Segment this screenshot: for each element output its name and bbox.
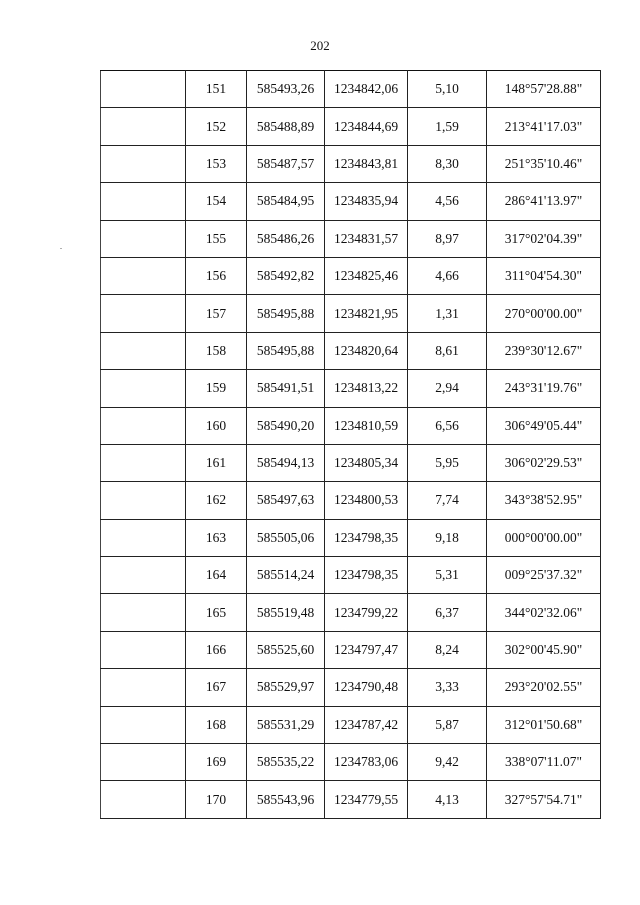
direction-angle-cell: 251°35'10.46" — [487, 145, 601, 182]
x-coordinate-cell: 585519,48 — [247, 594, 325, 631]
direction-angle-cell: 286°41'13.97" — [487, 183, 601, 220]
x-coordinate-cell: 585514,24 — [247, 557, 325, 594]
point-number-cell: 151 — [186, 71, 247, 108]
distance-cell: 8,97 — [408, 220, 487, 257]
table-row — [101, 257, 601, 294]
x-coordinate-cell: 585487,57 — [247, 145, 325, 182]
coordinates-table — [100, 70, 601, 819]
direction-angle-cell: 009°25'37.32" — [487, 557, 601, 594]
table-row — [101, 706, 601, 743]
table-row — [101, 669, 601, 706]
x-coordinate-cell: 585493,26 — [247, 71, 325, 108]
row-blank-cell — [101, 519, 186, 556]
direction-angle-cell: 344°02'32.06" — [487, 594, 601, 631]
row-blank-cell — [101, 594, 186, 631]
table-row — [101, 594, 601, 631]
x-coordinate-cell: 585529,97 — [247, 669, 325, 706]
distance-cell: 8,30 — [408, 145, 487, 182]
row-blank-cell — [101, 407, 186, 444]
y-coordinate-cell: 1234787,42 — [325, 706, 408, 743]
distance-cell: 9,42 — [408, 744, 487, 781]
distance-cell: 9,18 — [408, 519, 487, 556]
y-coordinate-cell: 1234810,59 — [325, 407, 408, 444]
x-coordinate-cell: 585490,20 — [247, 407, 325, 444]
y-coordinate-cell: 1234790,48 — [325, 669, 408, 706]
point-number-cell: 152 — [186, 108, 247, 145]
distance-cell: 6,37 — [408, 594, 487, 631]
distance-cell: 1,59 — [408, 108, 487, 145]
point-number-cell: 164 — [186, 557, 247, 594]
direction-angle-cell: 000°00'00.00" — [487, 519, 601, 556]
point-number-cell: 156 — [186, 257, 247, 294]
x-coordinate-cell: 585525,60 — [247, 631, 325, 668]
y-coordinate-cell: 1234798,35 — [325, 557, 408, 594]
point-number-cell: 153 — [186, 145, 247, 182]
distance-cell: 8,61 — [408, 332, 487, 369]
page-number: 202 — [310, 38, 330, 53]
table-row — [101, 444, 601, 481]
y-coordinate-cell: 1234783,06 — [325, 744, 408, 781]
direction-angle-cell: 327°57'54.71" — [487, 781, 601, 818]
table-row — [101, 519, 601, 556]
y-coordinate-cell: 1234844,69 — [325, 108, 408, 145]
row-blank-cell — [101, 669, 186, 706]
distance-cell: 4,66 — [408, 257, 487, 294]
x-coordinate-cell: 585486,26 — [247, 220, 325, 257]
coordinates-table-body — [101, 71, 601, 819]
x-coordinate-cell: 585531,29 — [247, 706, 325, 743]
distance-cell: 4,56 — [408, 183, 487, 220]
point-number-cell: 162 — [186, 482, 247, 519]
table-row — [101, 370, 601, 407]
y-coordinate-cell: 1234843,81 — [325, 145, 408, 182]
row-blank-cell — [101, 220, 186, 257]
table-row — [101, 482, 601, 519]
y-coordinate-cell: 1234800,53 — [325, 482, 408, 519]
y-coordinate-cell: 1234842,06 — [325, 71, 408, 108]
point-number-cell: 169 — [186, 744, 247, 781]
row-blank-cell — [101, 482, 186, 519]
direction-angle-cell: 213°41'17.03" — [487, 108, 601, 145]
distance-cell: 1,31 — [408, 295, 487, 332]
point-number-cell: 158 — [186, 332, 247, 369]
point-number-cell: 159 — [186, 370, 247, 407]
y-coordinate-cell: 1234779,55 — [325, 781, 408, 818]
x-coordinate-cell: 585543,96 — [247, 781, 325, 818]
row-blank-cell — [101, 631, 186, 668]
point-number-cell: 163 — [186, 519, 247, 556]
table-row — [101, 145, 601, 182]
x-coordinate-cell: 585494,13 — [247, 444, 325, 481]
distance-cell: 5,95 — [408, 444, 487, 481]
direction-angle-cell: 148°57'28.88" — [487, 71, 601, 108]
distance-cell: 5,87 — [408, 706, 487, 743]
point-number-cell: 170 — [186, 781, 247, 818]
point-number-cell: 165 — [186, 594, 247, 631]
row-blank-cell — [101, 744, 186, 781]
row-blank-cell — [101, 183, 186, 220]
y-coordinate-cell: 1234831,57 — [325, 220, 408, 257]
point-number-cell: 161 — [186, 444, 247, 481]
table-row — [101, 295, 601, 332]
distance-cell: 7,74 — [408, 482, 487, 519]
table-row — [101, 108, 601, 145]
y-coordinate-cell: 1234813,22 — [325, 370, 408, 407]
direction-angle-cell: 270°00'00.00" — [487, 295, 601, 332]
y-coordinate-cell: 1234797,47 — [325, 631, 408, 668]
distance-cell: 4,13 — [408, 781, 487, 818]
direction-angle-cell: 306°49'05.44" — [487, 407, 601, 444]
table-row — [101, 744, 601, 781]
x-coordinate-cell: 585535,22 — [247, 744, 325, 781]
distance-cell: 2,94 — [408, 370, 487, 407]
table-row — [101, 71, 601, 108]
x-coordinate-cell: 585491,51 — [247, 370, 325, 407]
point-number-cell: 160 — [186, 407, 247, 444]
row-blank-cell — [101, 108, 186, 145]
point-number-cell: 166 — [186, 631, 247, 668]
x-coordinate-cell: 585495,88 — [247, 332, 325, 369]
row-blank-cell — [101, 444, 186, 481]
distance-cell: 8,24 — [408, 631, 487, 668]
table-row — [101, 631, 601, 668]
y-coordinate-cell: 1234825,46 — [325, 257, 408, 294]
point-number-cell: 168 — [186, 706, 247, 743]
row-blank-cell — [101, 370, 186, 407]
row-blank-cell — [101, 332, 186, 369]
direction-angle-cell: 343°38'52.95" — [487, 482, 601, 519]
row-blank-cell — [101, 557, 186, 594]
direction-angle-cell: 243°31'19.76" — [487, 370, 601, 407]
direction-angle-cell: 311°04'54.30" — [487, 257, 601, 294]
x-coordinate-cell: 585505,06 — [247, 519, 325, 556]
scan-artifact — [60, 248, 62, 249]
direction-angle-cell: 338°07'11.07" — [487, 744, 601, 781]
direction-angle-cell: 293°20'02.55" — [487, 669, 601, 706]
y-coordinate-cell: 1234821,95 — [325, 295, 408, 332]
direction-angle-cell: 302°00'45.90" — [487, 631, 601, 668]
row-blank-cell — [101, 145, 186, 182]
y-coordinate-cell: 1234835,94 — [325, 183, 408, 220]
row-blank-cell — [101, 257, 186, 294]
direction-angle-cell: 312°01'50.68" — [487, 706, 601, 743]
x-coordinate-cell: 585495,88 — [247, 295, 325, 332]
x-coordinate-cell: 585492,82 — [247, 257, 325, 294]
table-row — [101, 557, 601, 594]
table-row — [101, 183, 601, 220]
point-number-cell: 157 — [186, 295, 247, 332]
direction-angle-cell: 306°02'29.53" — [487, 444, 601, 481]
x-coordinate-cell: 585484,95 — [247, 183, 325, 220]
distance-cell: 6,56 — [408, 407, 487, 444]
distance-cell: 5,10 — [408, 71, 487, 108]
x-coordinate-cell: 585488,89 — [247, 108, 325, 145]
point-number-cell: 154 — [186, 183, 247, 220]
direction-angle-cell: 239°30'12.67" — [487, 332, 601, 369]
row-blank-cell — [101, 781, 186, 818]
row-blank-cell — [101, 295, 186, 332]
row-blank-cell — [101, 706, 186, 743]
row-blank-cell — [101, 71, 186, 108]
point-number-cell: 155 — [186, 220, 247, 257]
point-number-cell: 167 — [186, 669, 247, 706]
y-coordinate-cell: 1234820,64 — [325, 332, 408, 369]
x-coordinate-cell: 585497,63 — [247, 482, 325, 519]
table-row — [101, 407, 601, 444]
distance-cell: 5,31 — [408, 557, 487, 594]
y-coordinate-cell: 1234799,22 — [325, 594, 408, 631]
table-row — [101, 220, 601, 257]
direction-angle-cell: 317°02'04.39" — [487, 220, 601, 257]
y-coordinate-cell: 1234798,35 — [325, 519, 408, 556]
table-row — [101, 781, 601, 818]
table-row — [101, 332, 601, 369]
y-coordinate-cell: 1234805,34 — [325, 444, 408, 481]
distance-cell: 3,33 — [408, 669, 487, 706]
